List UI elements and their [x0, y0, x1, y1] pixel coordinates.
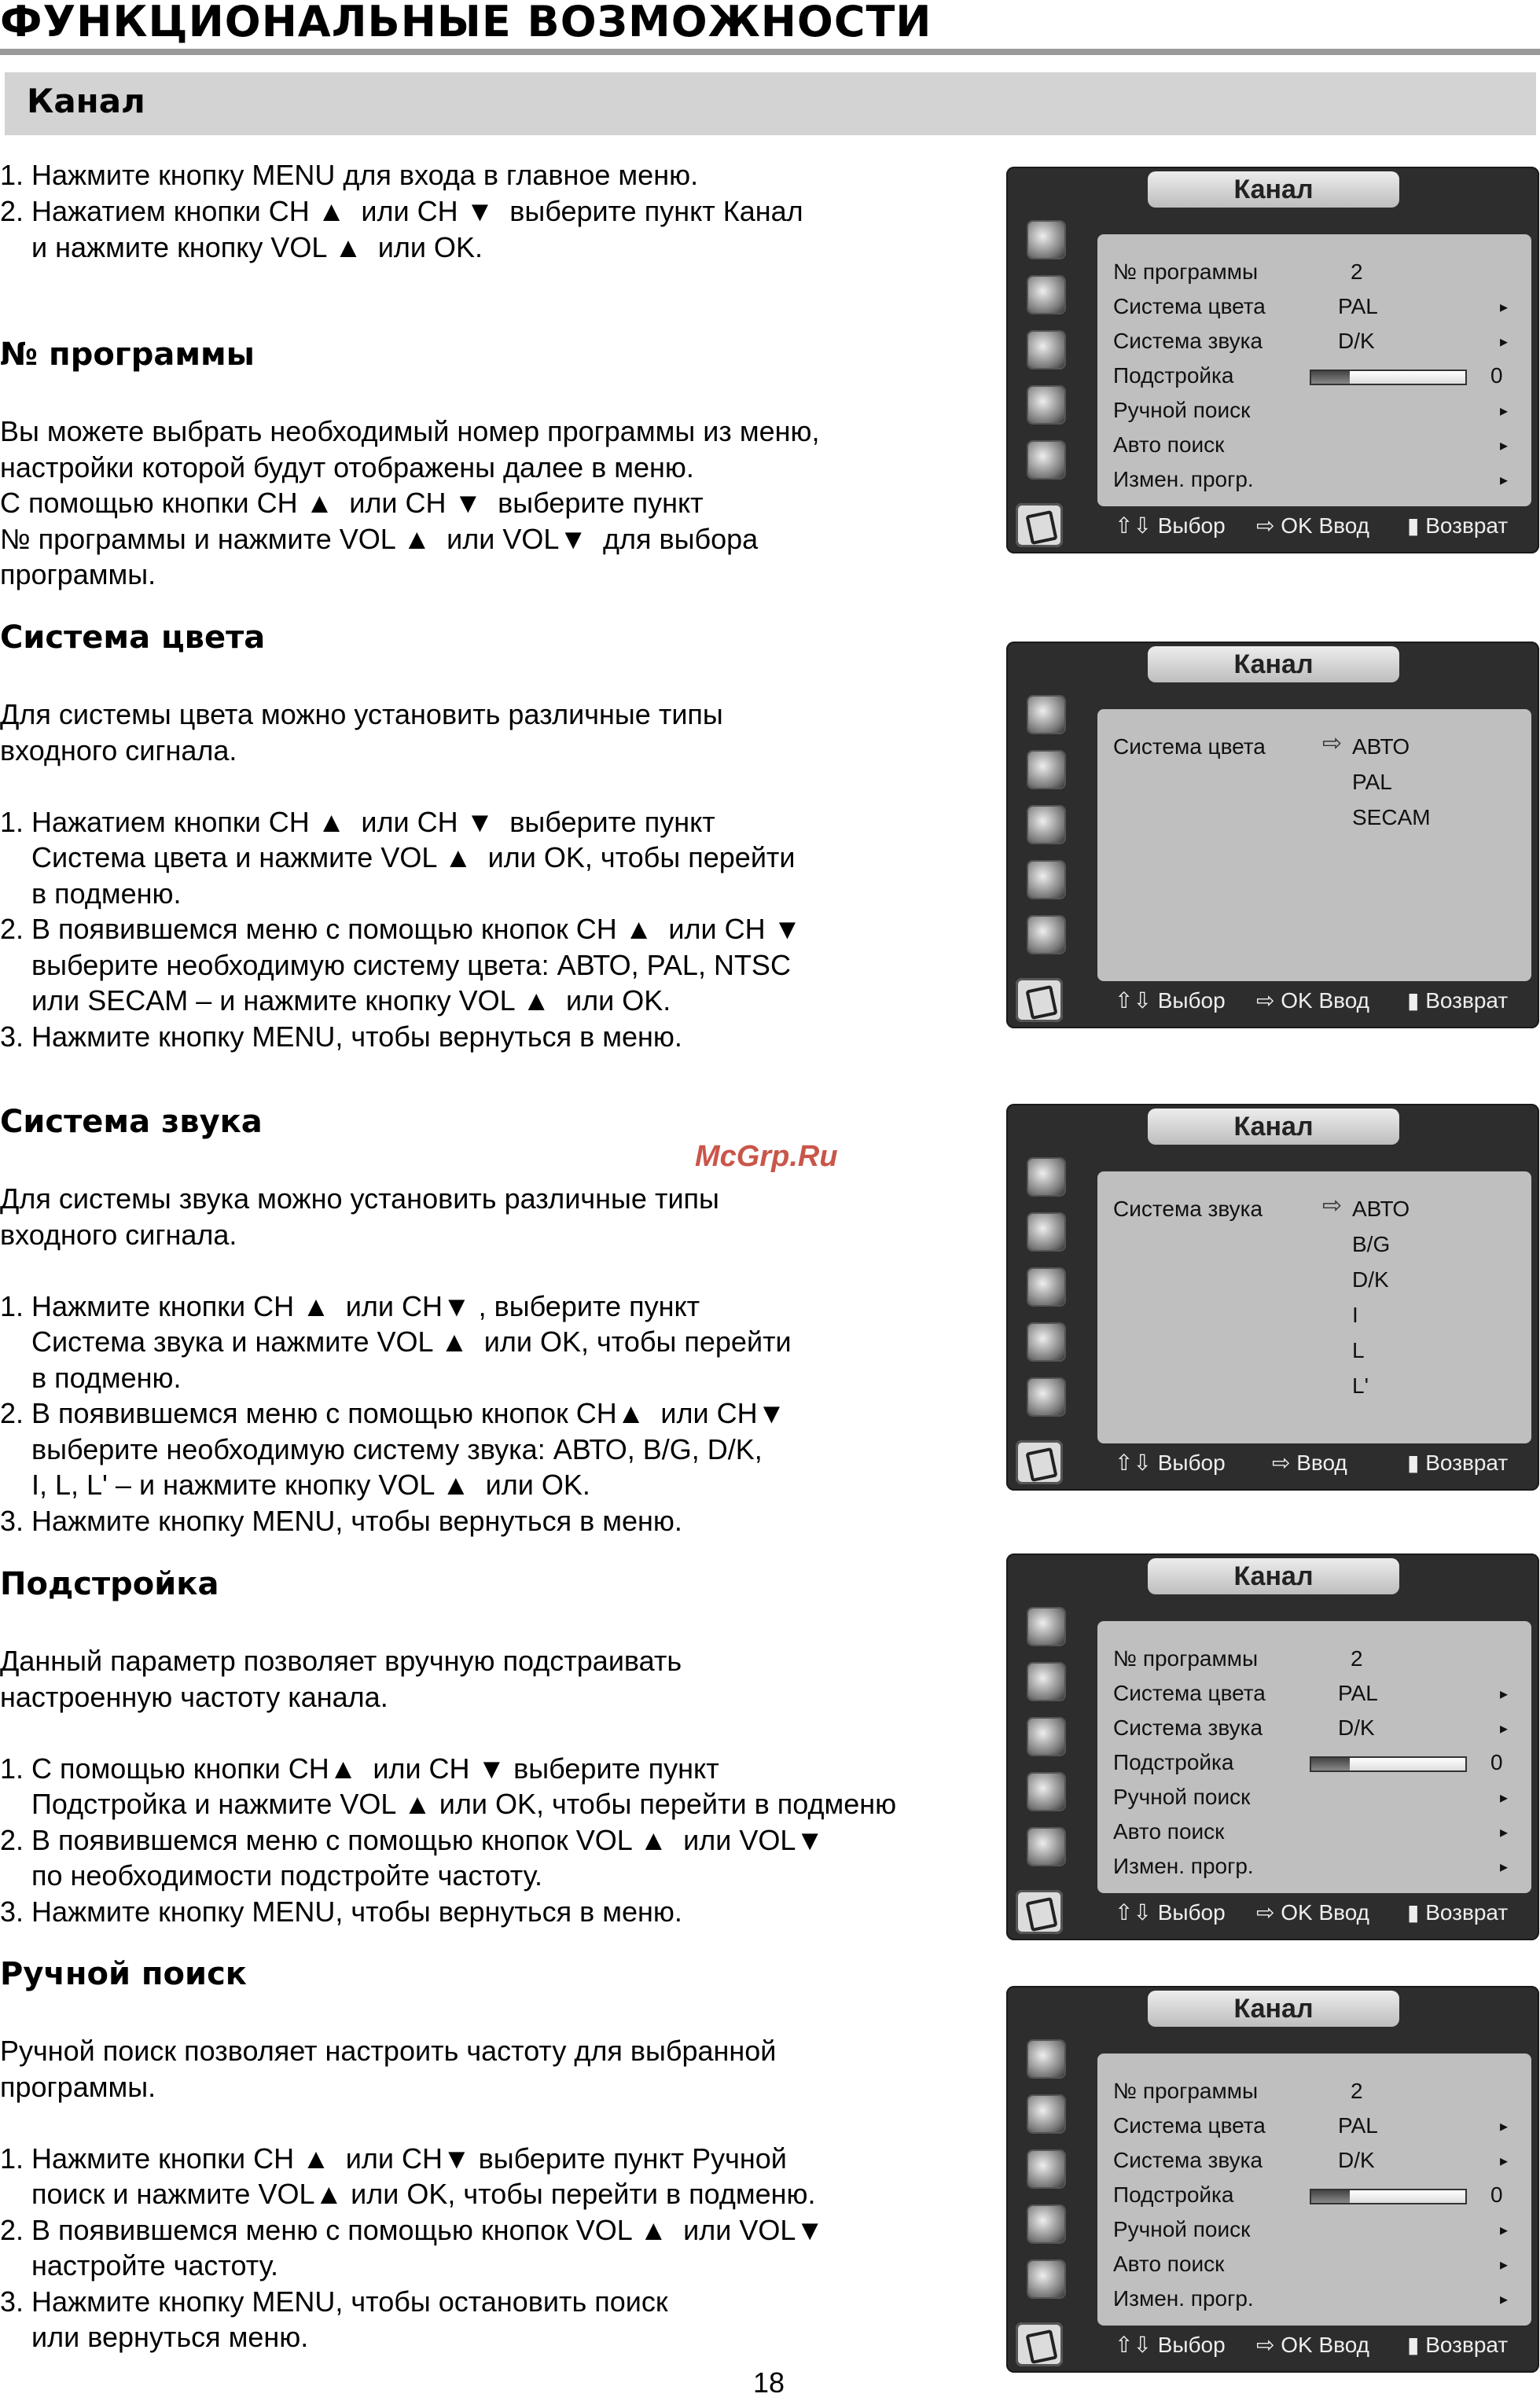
section-bar — [5, 72, 1536, 135]
menu-item-label: № программы — [1113, 2079, 1259, 2103]
slider-fill — [1311, 371, 1350, 384]
submenu-arrow-icon: ▸ — [1500, 333, 1509, 351]
watermark: McGrp.Ru — [695, 1140, 838, 1173]
footer-select-hint: ⇧⇩ Выбор — [1115, 513, 1226, 538]
body-line: 3. Нажмите кнопку MENU, чтобы вернуться в меню. — [0, 1895, 682, 1928]
menu-item-label: Измен. прогр. — [1113, 467, 1254, 491]
picture-icon — [1028, 1159, 1064, 1195]
option-value: I — [1352, 1303, 1358, 1327]
color-system-menu-panel — [1006, 642, 1539, 1028]
submenu-arrow-icon: ▸ — [1500, 2153, 1509, 2170]
menu-item-label: Авто поиск — [1113, 2252, 1225, 2276]
slider-fill — [1311, 2190, 1350, 2203]
menu-item-label: № программы — [1113, 1646, 1259, 1671]
footer-ok-hint: ⇨ Ввод — [1272, 1451, 1347, 1475]
option-value: АВТО — [1352, 734, 1410, 759]
body-line: по необходимости подстройте частоту. — [0, 1859, 543, 1892]
body-line: № программы и нажмите VOL ▲ или VOL▼ для выбора — [0, 522, 759, 555]
channel-icon — [1028, 1379, 1064, 1415]
fine-tune-slider — [1310, 2189, 1467, 2204]
footer-ok-hint: ⇨ OK Ввод — [1256, 2333, 1370, 2357]
body-line: 1. С помощью кнопки CH▲ или CH ▼ выберите пункт — [0, 1752, 719, 1785]
menu-content — [1097, 709, 1531, 981]
channel-menu-panel-3 — [1006, 1986, 1539, 2373]
option-value: D/K — [1352, 1267, 1389, 1292]
menu-item-value: 0 — [1490, 2182, 1503, 2207]
body-line: I, L, L' – и нажмите кнопку VOL ▲ или OK. — [0, 1469, 590, 1501]
body-line: или вернуться меню. — [0, 2321, 309, 2353]
footer-ok-hint: ⇨ OK Ввод — [1256, 988, 1370, 1013]
menu-item-label: Система звука — [1113, 1715, 1263, 1740]
footer-select-hint: ⇧⇩ Выбор — [1115, 2333, 1226, 2357]
submenu-arrow-icon: ▸ — [1500, 2256, 1509, 2274]
sound-system-menu-panel — [1006, 1104, 1539, 1491]
heading-manual-search: Ручной поиск — [0, 1956, 247, 1992]
menu-item-label: Авто поиск — [1113, 1819, 1225, 1844]
picture-icon — [1028, 1609, 1064, 1645]
body-line: Данный параметр позволяет вручную подстраивать — [0, 1645, 682, 1677]
picture-icon — [1028, 697, 1064, 733]
option-value: АВТО — [1352, 1197, 1410, 1221]
submenu-arrow-icon: ▸ — [1500, 472, 1509, 489]
footer-select-hint: ⇧⇩ Выбор — [1115, 988, 1226, 1013]
menu-content — [1097, 1621, 1531, 1893]
body-line: Вы можете выбрать необходимый номер программы из меню, — [0, 415, 820, 447]
heading-fine-tune: Подстройка — [0, 1566, 219, 1602]
menu-item-label: Система звука — [1113, 2148, 1263, 2172]
body-line: настройте частоту. — [0, 2249, 279, 2282]
footer-select-hint: ⇧⇩ Выбор — [1115, 1900, 1226, 1925]
menu-item-value: 2 — [1351, 2079, 1363, 2103]
submenu-arrow-icon: ▸ — [1500, 2222, 1509, 2239]
body-line: в подменю. — [0, 1361, 182, 1394]
channel-tab-icon — [1016, 1890, 1063, 1934]
body-line: или SECAM – и нажмите кнопку VOL ▲ или OK. — [0, 984, 671, 1017]
body-line: 2. В появившемся меню с помощью кнопок CH▲ или CH▼ — [0, 1397, 786, 1429]
section-title: Канал — [27, 82, 145, 120]
body-line: выберите необходимую систему цвета: АВТО, PAL, NTSC — [0, 948, 791, 981]
body-line: входного сигнала. — [0, 1218, 237, 1251]
menu-item-label: Измен. прогр. — [1113, 1854, 1254, 1878]
menu-title: Канал — [1148, 171, 1399, 208]
fine-tune-slider — [1310, 1756, 1467, 1772]
side-icons — [1017, 1159, 1080, 1434]
submenu-arrow-icon: ▸ — [1500, 1720, 1509, 1737]
sound-icon — [1028, 2096, 1064, 2132]
body-line: Ручной поиск позволяет настроить частоту для выбранной — [0, 2035, 777, 2067]
menu-item-value: 2 — [1351, 259, 1363, 284]
body-line: выберите необходимую систему звука: АВТО, B/G, D/K, — [0, 1432, 763, 1465]
submenu-arrow-icon: ▸ — [1500, 1824, 1509, 1841]
function-icon — [1028, 1269, 1064, 1305]
footer-ok-hint: ⇨ OK Ввод — [1256, 513, 1370, 538]
body-line: 1. Нажатием кнопки CH ▲ или CH ▼ выберите пункт — [0, 805, 715, 838]
menu-item-label: Ручной поиск — [1113, 398, 1251, 422]
body-line: настройки которой будут отображены далее в меню. — [0, 450, 694, 484]
footer-back-hint: ▮ Возврат — [1407, 513, 1509, 538]
menu-item-label: Подстройка — [1113, 1750, 1234, 1774]
fine-tune-slider — [1310, 370, 1467, 385]
footer-back-hint: ▮ Возврат — [1407, 1900, 1509, 1925]
channel-tab-icon — [1016, 2322, 1063, 2366]
submenu-arrow-icon: ▸ — [1500, 1686, 1509, 1703]
option-value: B/G — [1352, 1232, 1391, 1256]
menu-item-label: Подстройка — [1113, 2182, 1234, 2207]
menu-item-label: Ручной поиск — [1113, 1785, 1251, 1809]
picture-icon — [1028, 2041, 1064, 2077]
menu-item-label: Авто поиск — [1113, 432, 1225, 457]
body-line: 3. Нажмите кнопку MENU, чтобы вернуться в меню. — [0, 1020, 682, 1053]
function-icon — [1028, 2151, 1064, 2187]
sound-icon — [1028, 752, 1064, 788]
sound-icon — [1028, 1214, 1064, 1250]
channel-tab-icon — [1016, 978, 1063, 1022]
page-number: 18 — [753, 2366, 785, 2399]
heading-color-system: Система цвета — [0, 620, 266, 656]
menu-item-label: Система цвета — [1113, 1681, 1266, 1705]
menu-item-label: № программы — [1113, 259, 1259, 284]
submenu-label-text: Система звука — [1113, 1197, 1263, 1221]
menu-item-value: PAL — [1338, 294, 1378, 318]
menu-item-label: Подстройка — [1113, 363, 1234, 388]
channel-tab-icon — [1016, 1440, 1063, 1484]
channel-menu-panel-1 — [1006, 167, 1539, 553]
body-line: настроенную частоту канала. — [0, 1680, 388, 1713]
heading-sound-system: Система звука — [0, 1104, 263, 1140]
body-line: программы. — [0, 558, 156, 590]
body-line: 2. В появившемся меню с помощью кнопок CH ▲ или CH ▼ — [0, 913, 802, 945]
channel-tab-icon — [1016, 503, 1063, 547]
channel-icon — [1028, 1829, 1064, 1865]
function-icon — [1028, 1719, 1064, 1755]
heading-program-number: № программы — [0, 336, 255, 373]
option-value: SECAM — [1352, 805, 1431, 829]
footer-back-hint: ▮ Возврат — [1407, 988, 1509, 1013]
body-line: 2. В появившемся меню с помощью кнопок VOL ▲ или VOL▼ — [0, 2213, 825, 2246]
function-icon — [1028, 807, 1064, 843]
body-line: в подменю. — [0, 877, 182, 910]
sound-icon — [1028, 1664, 1064, 1700]
body-line: Подстройка и нажмите VOL ▲ или OK, чтобы перейти в подменю — [0, 1788, 897, 1820]
body-line: входного сигнала. — [0, 734, 237, 767]
slider-fill — [1311, 1758, 1350, 1770]
header-rule — [0, 49, 1540, 55]
body-line: 3. Нажмите кнопку MENU, чтобы вернуться в меню. — [0, 1504, 682, 1537]
intro-line-1: 1. Нажмите кнопку MENU для входа в главное меню. — [0, 159, 699, 191]
body-line: Для системы цвета можно установить различные типы — [0, 698, 723, 730]
body-line: 3. Нажмите кнопку MENU, чтобы остановить поиск — [0, 2285, 668, 2318]
picture-icon — [1028, 222, 1064, 258]
menu-item-value: D/K — [1338, 1715, 1375, 1740]
menu-title: Канал — [1148, 1558, 1399, 1594]
option-value: L' — [1352, 1373, 1369, 1398]
side-icons — [1017, 2041, 1080, 2316]
menu-item-value: D/K — [1338, 2148, 1375, 2172]
channel-menu-panel-2 — [1006, 1553, 1539, 1940]
menu-content — [1097, 1171, 1531, 1443]
submenu-arrow-icon: ▸ — [1500, 299, 1509, 316]
menu-title: Канал — [1148, 1991, 1399, 2027]
intro-line-2: 2. Нажатием кнопки CH ▲ или CH ▼ выберите пункт Канал — [0, 195, 803, 227]
body-line: Система звука и нажмите VOL ▲ или OK, чтобы перейти — [0, 1326, 792, 1358]
menu-item-value: PAL — [1338, 1681, 1378, 1705]
menu-item-value: 2 — [1351, 1646, 1363, 1671]
menu-item-value: 0 — [1490, 1750, 1503, 1774]
footer-back-hint: ▮ Возврат — [1407, 1451, 1509, 1475]
option-value: PAL — [1352, 770, 1392, 794]
menu-item-value: PAL — [1338, 2113, 1378, 2138]
submenu-arrow-icon: ▸ — [1500, 2118, 1509, 2135]
footer-back-hint: ▮ Возврат — [1407, 2333, 1509, 2357]
side-icons — [1017, 222, 1080, 497]
body-line: 2. В появившемся меню с помощью кнопок VOL ▲ или VOL▼ — [0, 1823, 825, 1856]
body-line: С помощью кнопки CH ▲ или CH ▼ выберите пункт — [0, 487, 704, 519]
menu-item-label: Система цвета — [1113, 294, 1266, 318]
submenu-label-text: Система цвета — [1113, 734, 1266, 759]
body-line: 1. Нажмите кнопки CH ▲ или CH▼ , выберите пункт — [0, 1289, 700, 1322]
setup-icon — [1028, 2206, 1064, 2242]
menu-content — [1097, 234, 1531, 506]
setup-icon — [1028, 862, 1064, 898]
sound-icon — [1028, 277, 1064, 313]
body-line: 1. Нажмите кнопки CH ▲ или CH▼ выберите пункт Ручной — [0, 2142, 787, 2175]
channel-icon — [1028, 2261, 1064, 2297]
body-line: Для системы звука можно установить различные типы — [0, 1182, 719, 1215]
setup-icon — [1028, 1324, 1064, 1360]
setup-icon — [1028, 1774, 1064, 1810]
setup-icon — [1028, 387, 1064, 423]
channel-icon — [1028, 917, 1064, 953]
menu-item-label: Система цвета — [1113, 2113, 1266, 2138]
function-icon — [1028, 332, 1064, 368]
submenu-arrow-icon: ▸ — [1500, 2291, 1509, 2308]
body-line: поиск и нажмите VOL▲ или OK, чтобы перейти в подменю. — [0, 2178, 816, 2210]
menu-item-label: Измен. прогр. — [1113, 2286, 1254, 2311]
menu-content — [1097, 2054, 1531, 2326]
side-icons — [1017, 697, 1080, 972]
submenu-arrow-icon: ▸ — [1500, 403, 1509, 420]
body-line: Система цвета и нажмите VOL ▲ или OK, чтобы перейти — [0, 841, 796, 873]
submenu-arrow-icon: ▸ — [1500, 1859, 1509, 1876]
intro-line-3: и нажмите кнопку VOL ▲ или OK. — [0, 231, 483, 263]
menu-item-label: Ручной поиск — [1113, 2217, 1251, 2241]
page-header-title: ФУНКЦИОНАЛЬНЫЕ ВОЗМОЖНОСТИ — [0, 0, 932, 46]
menu-item-value: 0 — [1490, 363, 1503, 388]
footer-select-hint: ⇧⇩ Выбор — [1115, 1451, 1226, 1475]
option-value: L — [1352, 1338, 1365, 1362]
submenu-arrow-icon: ▸ — [1500, 1789, 1509, 1807]
menu-item-value: D/K — [1338, 329, 1375, 353]
menu-title: Канал — [1148, 1109, 1399, 1145]
menu-title: Канал — [1148, 646, 1399, 682]
menu-item-label: Система звука — [1113, 329, 1263, 353]
body-line: программы. — [0, 2070, 156, 2103]
channel-icon — [1028, 442, 1064, 478]
submenu-arrow-icon: ▸ — [1500, 437, 1509, 454]
side-icons — [1017, 1609, 1080, 1884]
selection-arrow-icon: ⇨ — [1322, 730, 1343, 756]
selection-arrow-icon: ⇨ — [1322, 1193, 1343, 1219]
footer-ok-hint: ⇨ OK Ввод — [1256, 1900, 1370, 1925]
